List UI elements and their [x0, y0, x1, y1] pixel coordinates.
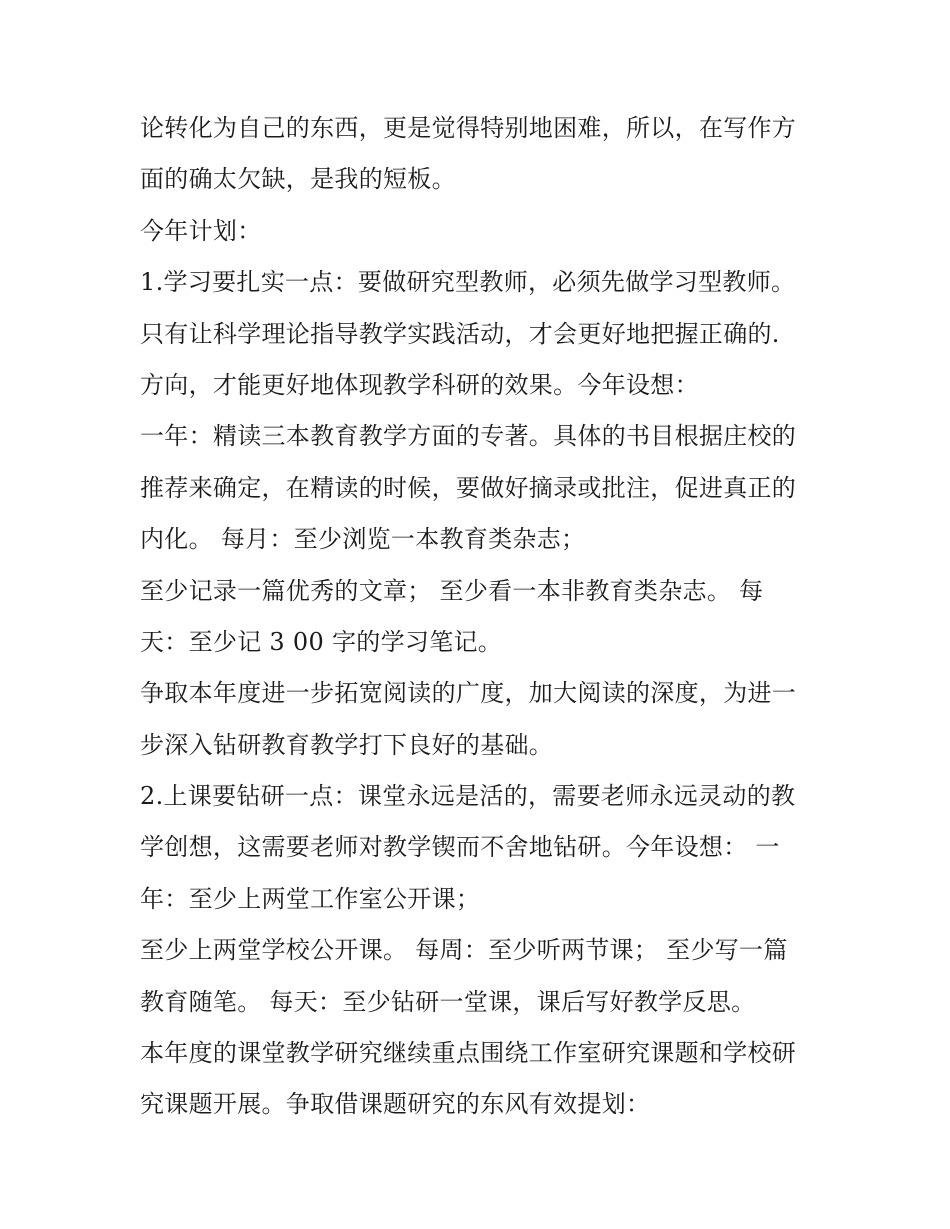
text-line: 推荐来确定，在精读的时候，要做好摘录或批注，促进真正的	[140, 473, 797, 502]
document-body	[140, 103, 830, 1131]
text-line: 学创想，这需要老师对教学锲而不舍地钻研。今年设想： 一	[140, 833, 780, 862]
text-line: 本年度的课堂教学研究继续重点围绕工作室研究课题和学校研	[140, 1039, 797, 1068]
text-line: 只有让科学理论指导教学实践活动，才会更好地把握正确的.	[140, 319, 780, 348]
text-line: 年：至少上两堂工作室公开课；	[140, 884, 481, 913]
text-line: 1.学习要扎实一点：要做研究型教师，必须先做学习型教师。	[140, 268, 796, 297]
text-line: 至少上两堂学校公开课。 每周：至少听两节课； 至少写一篇	[140, 936, 788, 965]
text-line: 方向，才能更好地体现教学科研的效果。今年设想：	[140, 370, 699, 399]
text-line: 天：至少记 3 00 字的学习笔记。	[140, 627, 503, 656]
section-heading: 今年计划：	[140, 216, 262, 245]
text-line: 至少记录一篇优秀的文章； 至少看一本非教育类杂志。 每	[140, 576, 764, 605]
text-line: 2.上课要钻研一点：课堂永远是活的，需要老师永远灵动的教	[140, 782, 796, 811]
text-line: 论转化为自己的东西，更是觉得特别地困难，所以，在写作方	[140, 114, 797, 142]
text-line: 教育随笔。 每天：至少钻研一堂课，课后写好教学反思。	[140, 987, 756, 1016]
text-line: 究课题开展。争取借课题研究的东风有效提划：	[140, 1090, 651, 1119]
text-line: 步深入钻研教育教学打下良好的基础。	[140, 730, 554, 759]
text-line: 面的确太欠缺，是我的短板。	[140, 165, 456, 194]
text-line: 内化。 每月：至少浏览一本教育类杂志；	[140, 525, 586, 554]
text-line: 争取本年度进一步拓宽阅读的广度，加大阅读的深度，为进一	[140, 679, 797, 708]
text-line: 一年：精读三本教育教学方面的专著。具体的书目根据庄校的	[140, 422, 797, 451]
